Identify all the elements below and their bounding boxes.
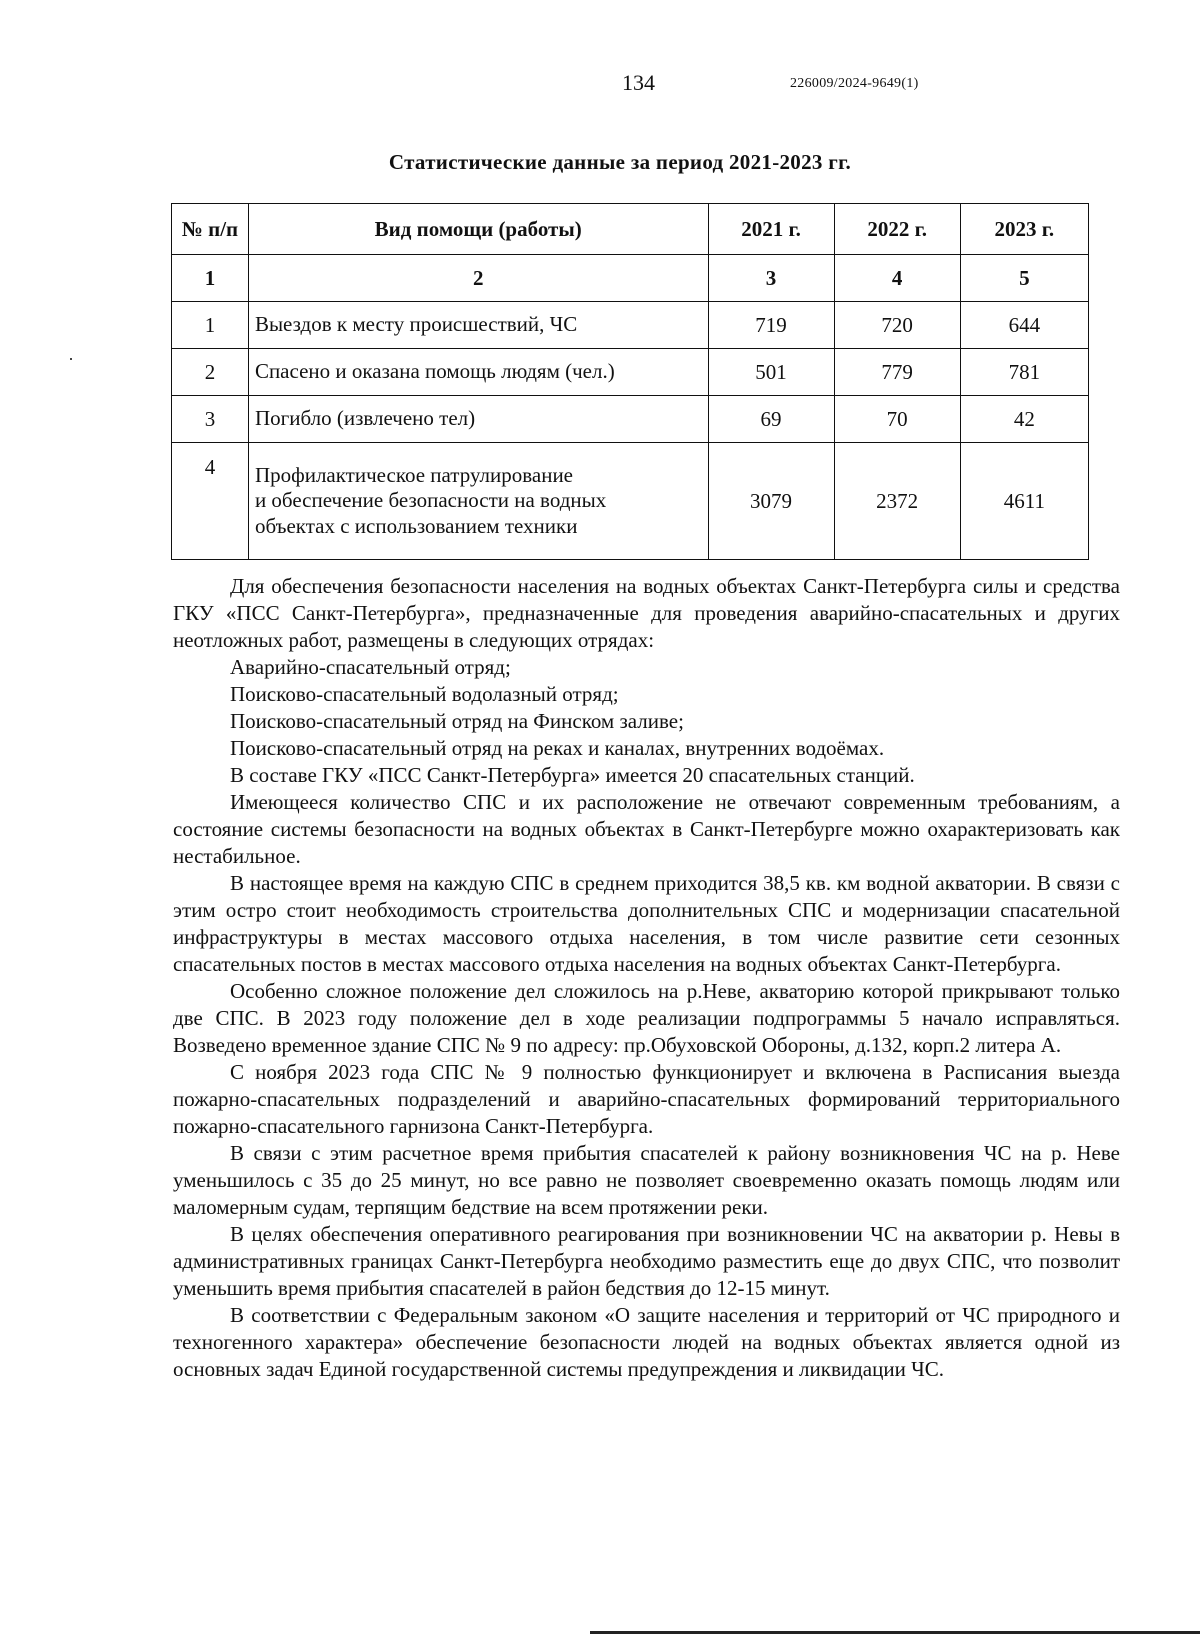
row-description-line: и обеспечение безопасности на водных: [254, 488, 607, 513]
header-cell: 2023 г.: [960, 204, 1088, 255]
column-number-cell: 2: [248, 255, 708, 302]
scan-bottom-edge: [590, 1631, 1200, 1634]
document-id: 226009/2024-9649(1): [790, 76, 919, 91]
row-description-line: объектах с использованием техники: [254, 513, 578, 538]
paragraph: Для обеспечения безопасности населения на водных объектах Санкт-Петербурга силы и средства ГКУ «ПСС Санкт-Петербурга», предназначенные для проведения аварийно-спасательных и других неотложных работ, размещены в следующих отрядах:: [173, 574, 1120, 652]
value-2023: 42: [960, 396, 1088, 443]
row-description: [248, 443, 708, 560]
row-number: 3: [172, 396, 249, 443]
paragraph: В целях обеспечения оперативного реагирования при возникновении ЧС на акватории р. Невы в административных границах Санкт-Петербурга необходимо разместить еще до двух СПС, что позволит уменьшить время прибытия спасателей в район бедствия до 12-15 минут.: [173, 1222, 1120, 1300]
paragraph: Имеющееся количество СПС и их расположение не отвечают современным требованиям, а состояние системы безопасности на водных объектах в Санкт-Петербурге можно охарактеризовать как нестабильное.: [173, 790, 1120, 868]
table-row: [172, 349, 1089, 396]
page-header: [0, 70, 1200, 100]
table-row: [172, 396, 1089, 443]
value-2023: 781: [960, 349, 1088, 396]
paragraph: Особенно сложное положение дел сложилось на р.Неве, акваторию которой прикрывают только две СПС. В 2023 году положение дел в ходе реализации подпрограммы 5 начало исправляться. Возведено временное здание СПС № 9 по адресу: пр.Обуховской Обороны, д.132, корп.2 литера А.: [173, 979, 1120, 1057]
statistics-table: [171, 203, 1089, 560]
column-number-cell: 5: [960, 255, 1088, 302]
value-2022: 70: [834, 396, 960, 443]
value-2021: 69: [708, 396, 834, 443]
row-description: Выездов к месту происшествий, ЧС: [248, 302, 708, 349]
row-description-line: Профилактическое патрулирование: [254, 463, 574, 488]
column-number-cell: 3: [708, 255, 834, 302]
paragraph: В соответствии с Федеральным законом «О защите населения и территорий от ЧС природного и техногенного характера» обеспечение безопасности людей на водных объектах является одной из основных задач Единой государственной системы предупреждения и ликвидации ЧС.: [173, 1303, 1120, 1381]
table-title: Статистические данные за период 2021-2023 гг.: [388, 150, 852, 174]
column-number-cell: 1: [172, 255, 249, 302]
value-2023: 644: [960, 302, 1088, 349]
row-number: 4: [172, 443, 249, 560]
value-2023: 4611: [960, 443, 1088, 560]
header-cell: № п/п: [172, 204, 249, 255]
paragraph: В настоящее время на каждую СПС в среднем приходится 38,5 кв. км водной акватории. В связи с этим остро стоит необходимость строительства дополнительных СПС и модернизации спасательной инфраструктуры в местах массового отдыха населения, в том числе развитие сети сезонных спасательных постов в местах массового отдыха населения на водных объектах Санкт-Петербурга.: [173, 871, 1120, 976]
column-number-row: [172, 255, 1089, 302]
value-2021: 501: [708, 349, 834, 396]
header-cell: Вид помощи (работы): [248, 204, 708, 255]
value-2022: 2372: [834, 443, 960, 560]
row-description: Спасено и оказана помощь людям (чел.): [248, 349, 708, 396]
table-row: [172, 302, 1089, 349]
document-body: [173, 573, 1120, 1383]
table-header-row: [172, 204, 1089, 255]
page-number: 134: [622, 70, 655, 95]
paragraph: В связи с этим расчетное время прибытия спасателей к району возникновения ЧС на р. Неве уменьшилось с 35 до 25 минут, но все равно не позволяет своевременно оказать помощь людям или маломерным судам, терпящим бедствие на всем протяжении реки.: [173, 1141, 1120, 1219]
unit-list-item: Поисково-спасательный отряд на реках и каналах, внутренних водоёмах.: [230, 736, 885, 760]
value-2022: 720: [834, 302, 960, 349]
value-2022: 779: [834, 349, 960, 396]
row-description: Погибло (извлечено тел): [248, 396, 708, 443]
header-cell: 2022 г.: [834, 204, 960, 255]
scan-artifact: [70, 358, 72, 360]
unit-list-item: Поисково-спасательный водолазный отряд;: [230, 682, 619, 706]
paragraph: В составе ГКУ «ПСС Санкт-Петербурга» имеется 20 спасательных станций.: [230, 763, 915, 787]
unit-list-item: Аварийно-спасательный отряд;: [230, 655, 511, 679]
value-2021: 719: [708, 302, 834, 349]
row-number: 1: [172, 302, 249, 349]
column-number-cell: 4: [834, 255, 960, 302]
table-row: [172, 443, 1089, 560]
paragraph: С ноября 2023 года СПС № 9 полностью функционирует и включена в Расписания выезда пожарно-спасательных подразделений и аварийно-спасательных формирований территориального пожарно-спасательного гарнизона Санкт-Петербурга.: [173, 1060, 1120, 1138]
unit-list-item: Поисково-спасательный отряд на Финском заливе;: [230, 709, 684, 733]
value-2021: 3079: [708, 443, 834, 560]
header-cell: 2021 г.: [708, 204, 834, 255]
row-number: 2: [172, 349, 249, 396]
